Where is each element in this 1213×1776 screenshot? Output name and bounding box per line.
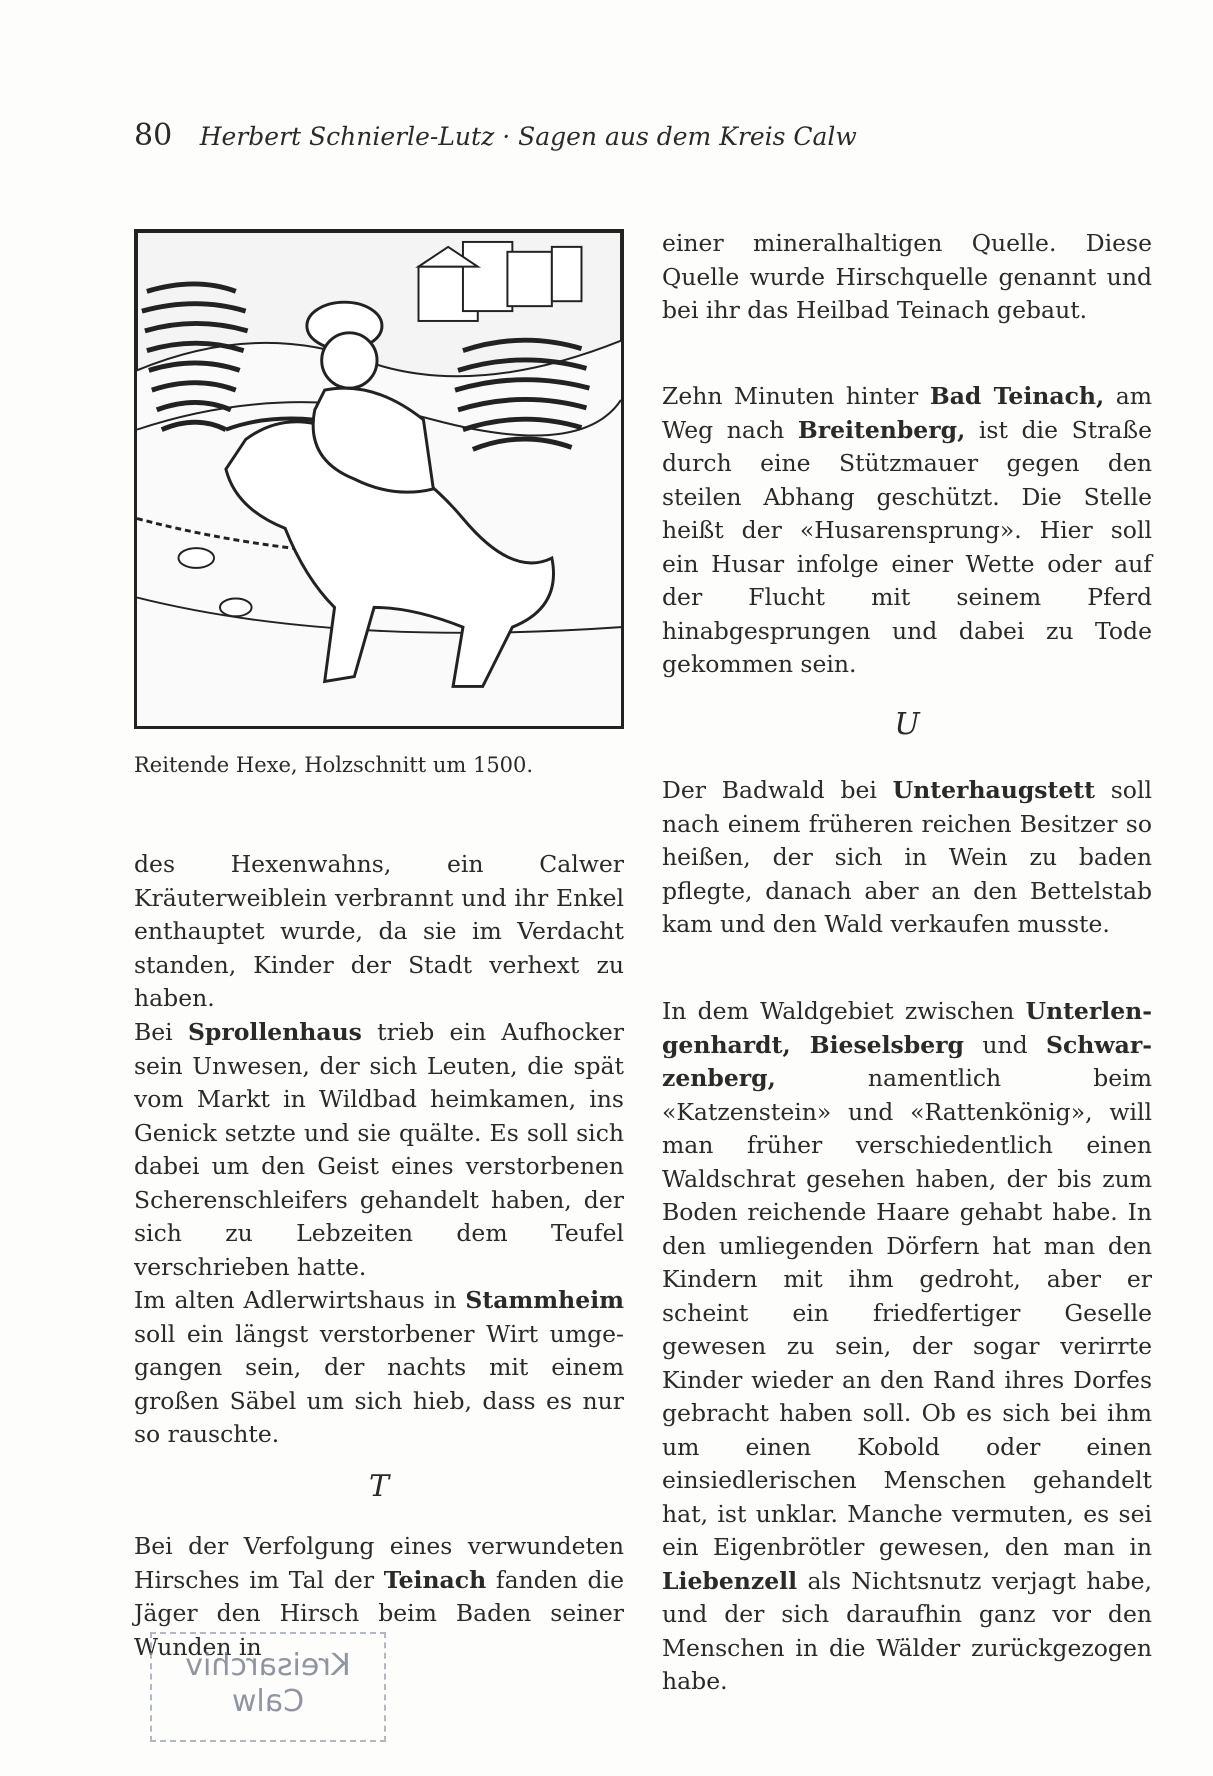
paragraph: Zehn Minuten hinter Bad Teinach, am Weg nach Breitenberg, ist die Straße durch eine Stützmauer gegen den steilen Abhang geschützt. Die Stelle heißt der «Husarensprung». Hier soll ein Husar infolge einer Wette oder auf der Flucht mit seinem Pferd hinabgesprungen und dabei zu Tode gekommen sein.: [662, 382, 1153, 678]
paragraph: Bei der Verfolgung eines verwundeten Hirsches im Tal der Teinach fanden die Jäger den Hirsch beim Baden seiner Wunden in: [134, 1532, 624, 1661]
section-initial-t: [134, 1470, 624, 1504]
left-column-p3: [134, 1284, 624, 1452]
figure-caption: Reitende Hexe, Holzschnitt um 1500.: [134, 753, 534, 777]
archive-stamp: [150, 1632, 386, 1742]
right-column-p2: [662, 380, 1152, 682]
section-initial-u: [662, 708, 1152, 742]
place-name: Teinach: [383, 1565, 487, 1594]
left-column: [134, 848, 624, 1016]
running-header: [134, 118, 857, 155]
stamp-line: Calw: [231, 1684, 305, 1719]
paragraph: In dem Waldgebiet zwischen Unterlengenhardt, Bieselsberg und Schwarzenberg, namentlich beim «Katzenstein» und «Rattenkönig», will man früher verschiedentlich einen Waldschrat gesehen haben, der bis zum Boden reichende Haare gehabt habe. In den umliegenden Dörfern hat man den Kindern mit ihm gedroht, aber er scheint ein friedfertiger Geselle gewesen zu sein, der sogar verirrte Kinder wieder an den Rand ihres Dorfes gebracht haben soll. Ob es sich bei ihm um einen Kobold oder einen einsiedlerischen Menschen gehandelt hat, ist unklar. Manche vermuten, es sei ein Eigenbrötler gewesen, den man in Liebenzell als Nichtsnutz verjagt habe, und der sich daraufhin ganz vor den Menschen in die Wälder zurückgezogen habe.: [662, 997, 1152, 1695]
page-number: 80: [134, 118, 173, 153]
place-name: Sprollenhaus: [187, 1018, 362, 1046]
place-name: Unterhaugstett: [892, 776, 1096, 804]
paragraph: Im alten Adlerwirtshaus in Stammheim soll ein längst verstorbener Wirt umgegangen sein, der nachts mit einem großen Säbel um sich hieb, dass es nur so rauschte.: [134, 1286, 624, 1448]
right-column-p3: [662, 774, 1152, 942]
paragraph: des Hexenwahns, ein Calwer Kräuterweiblein verbrannt und ihr Enkel enthauptet wurde, da sie im Verdacht standen, Kinder der Stadt verhext zu haben.: [134, 850, 624, 1012]
place-name: Bad Teinach,: [929, 382, 1105, 410]
section-letter: T: [368, 1469, 389, 1504]
place-name: Schwarzenberg,: [662, 1030, 1152, 1092]
woodcut-illustration: [134, 229, 624, 729]
paragraph: einer mineralhaltigen Quelle. Diese Quelle wurde Hirschquelle genannt und bei ihr das Heilbad Teinach gebaut.: [662, 229, 1152, 324]
place-name: Unterlengenhardt, Bieselsberg: [662, 997, 1152, 1059]
left-column-p2: [134, 1016, 624, 1284]
running-title: Herbert Schnierle-Lutz · Sagen aus dem Kreis Calw: [199, 122, 857, 151]
stamp-line: Kreisarchiv: [185, 1648, 351, 1683]
right-column-p1: [662, 227, 1152, 328]
paragraph: Bei Sprollenhaus trieb ein Aufhocker sein Unwesen, der sich Leuten, die spät vom Markt in Wildbad heimkamen, ins Genick setzte und sie quälte. Es soll sich dabei um den Geist eines verstorbenen Scherenschleifers gehandelt haben, der sich zu Lebzeiten dem Teufel verschrieben hatte.: [134, 1018, 624, 1281]
place-name: Liebenzell: [662, 1566, 798, 1595]
right-column-p4: [662, 995, 1152, 1699]
witch-riding-woodcut: [137, 232, 621, 726]
section-letter: U: [894, 707, 920, 742]
place-name: Breitenberg,: [797, 415, 966, 444]
paragraph: Der Badwald bei Unterhaugstett soll nach einem früheren reichen Besitzer so heißen, der sich in Wein zu baden pflegte, danach aber an den Bettelstab kam und den Wald verkaufen musste.: [662, 776, 1152, 938]
place-name: Stammheim: [465, 1286, 624, 1314]
